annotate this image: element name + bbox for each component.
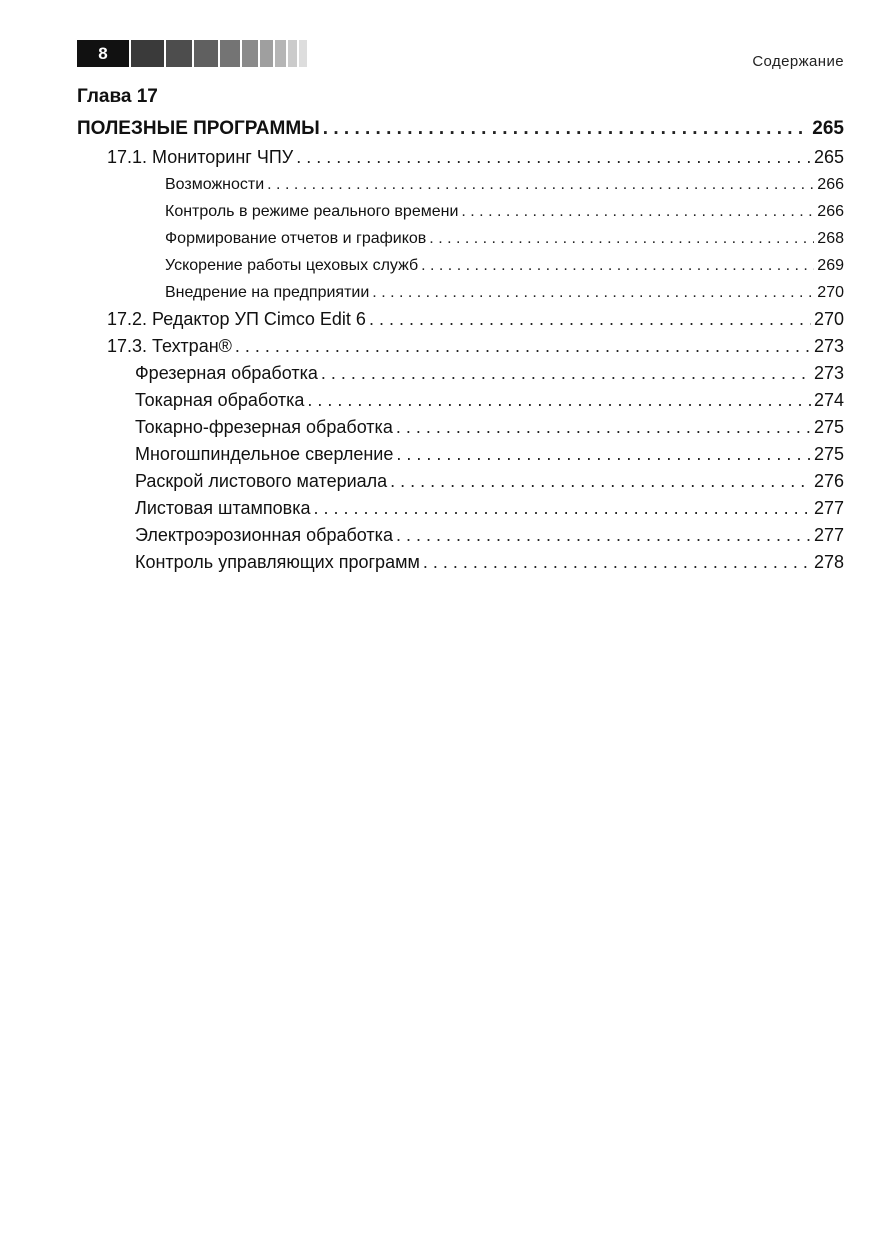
strip-bar bbox=[194, 40, 218, 67]
dot-leader bbox=[390, 468, 811, 495]
toc-entry[interactable] bbox=[77, 306, 844, 333]
page-header bbox=[77, 40, 844, 70]
toc-entry[interactable] bbox=[77, 225, 844, 252]
toc-entry[interactable] bbox=[77, 144, 844, 171]
dot-leader bbox=[267, 171, 814, 198]
toc-entry-title: Формирование отчетов и графиков bbox=[165, 230, 427, 247]
dot-leader bbox=[421, 252, 814, 279]
toc-entry-page: 278 bbox=[813, 552, 844, 572]
strip-bar bbox=[131, 40, 164, 67]
toc-entry-page: 274 bbox=[813, 390, 844, 410]
toc-entry-page: 276 bbox=[813, 471, 844, 491]
toc-entry-title: 17.3. Техтран® bbox=[107, 336, 232, 356]
table-of-contents bbox=[77, 114, 844, 576]
toc-entry-page: 269 bbox=[817, 257, 844, 274]
chapter-label: Глава 17 bbox=[77, 86, 158, 107]
dot-leader bbox=[429, 225, 814, 252]
dot-leader bbox=[461, 198, 814, 225]
toc-entry-page: 273 bbox=[813, 336, 844, 356]
dot-leader bbox=[372, 279, 814, 306]
strip-bar bbox=[242, 40, 258, 67]
toc-entry-title: Контроль управляющих программ bbox=[135, 552, 420, 572]
toc-entry-page: 275 bbox=[813, 444, 844, 464]
toc-entry-page: 277 bbox=[813, 525, 844, 545]
dot-leader bbox=[396, 441, 811, 468]
toc-entry[interactable] bbox=[77, 468, 844, 495]
toc-entry-title: 17.2. Редактор УП Cimco Edit 6 bbox=[107, 309, 366, 329]
toc-entry[interactable] bbox=[77, 171, 844, 198]
toc-entry-page: 270 bbox=[813, 309, 844, 329]
toc-entry-title: Раскрой листового материала bbox=[135, 471, 388, 491]
toc-entry[interactable] bbox=[77, 441, 844, 468]
dot-leader bbox=[369, 306, 811, 333]
toc-entry-title: Токарно-фрезерная обработка bbox=[135, 417, 393, 437]
toc-entry[interactable] bbox=[77, 414, 844, 441]
toc-entry-title: 17.1. Мониторинг ЧПУ bbox=[107, 147, 294, 167]
dot-leader bbox=[396, 414, 811, 441]
toc-entry-page: 266 bbox=[817, 176, 844, 193]
dot-leader bbox=[396, 522, 811, 549]
page-number: 8 bbox=[77, 40, 129, 67]
toc-entry[interactable] bbox=[77, 549, 844, 576]
dot-leader bbox=[296, 144, 811, 171]
strip-bar bbox=[166, 40, 192, 67]
dot-leader bbox=[423, 549, 811, 576]
dot-leader bbox=[321, 360, 811, 387]
toc-entry-page: 266 bbox=[817, 203, 844, 220]
toc-entry-page: 268 bbox=[817, 230, 844, 247]
toc-entry[interactable] bbox=[77, 495, 844, 522]
toc-entry-page: 273 bbox=[813, 363, 844, 383]
toc-entry-title: ПОЛЕЗНЫЕ ПРОГРАММЫ bbox=[77, 118, 320, 139]
strip-bar bbox=[275, 40, 286, 67]
strip-bar bbox=[220, 40, 240, 67]
toc-entry-title: Листовая штамповка bbox=[135, 498, 311, 518]
toc-entry[interactable] bbox=[77, 252, 844, 279]
toc-entry-title: Внедрение на предприятии bbox=[165, 284, 370, 301]
dot-leader bbox=[235, 333, 811, 360]
toc-entry[interactable] bbox=[77, 198, 844, 225]
dot-leader bbox=[314, 495, 811, 522]
toc-entry-title: Электроэрозионная обработка bbox=[135, 525, 393, 545]
toc-entry[interactable] bbox=[77, 360, 844, 387]
toc-entry-page: 270 bbox=[817, 284, 844, 301]
toc-entry[interactable] bbox=[77, 522, 844, 549]
strip-bar bbox=[288, 40, 297, 67]
toc-entry[interactable] bbox=[77, 114, 844, 144]
toc-entry-title: Фрезерная обработка bbox=[135, 363, 318, 383]
toc-entry-title: Возможности bbox=[165, 176, 265, 193]
toc-entry[interactable] bbox=[77, 333, 844, 360]
strip-bar bbox=[299, 40, 307, 67]
decorative-gradient-strip bbox=[131, 40, 309, 67]
toc-entry-page: 265 bbox=[813, 147, 844, 167]
toc-entry-page: 265 bbox=[812, 118, 844, 139]
running-section-title: Содержание bbox=[752, 53, 844, 70]
toc-entry-page: 275 bbox=[813, 417, 844, 437]
strip-bar bbox=[260, 40, 273, 67]
toc-entry-title: Токарная обработка bbox=[135, 390, 305, 410]
toc-entry[interactable] bbox=[77, 387, 844, 414]
dot-leader bbox=[307, 387, 811, 414]
toc-entry[interactable] bbox=[77, 279, 844, 306]
toc-entry-page: 277 bbox=[813, 498, 844, 518]
dot-leader bbox=[323, 114, 810, 144]
toc-entry-title: Ускорение работы цеховых служб bbox=[165, 257, 419, 274]
toc-entry-title: Многошпиндельное сверление bbox=[135, 444, 394, 464]
toc-entry-title: Контроль в режиме реального времени bbox=[165, 203, 459, 220]
